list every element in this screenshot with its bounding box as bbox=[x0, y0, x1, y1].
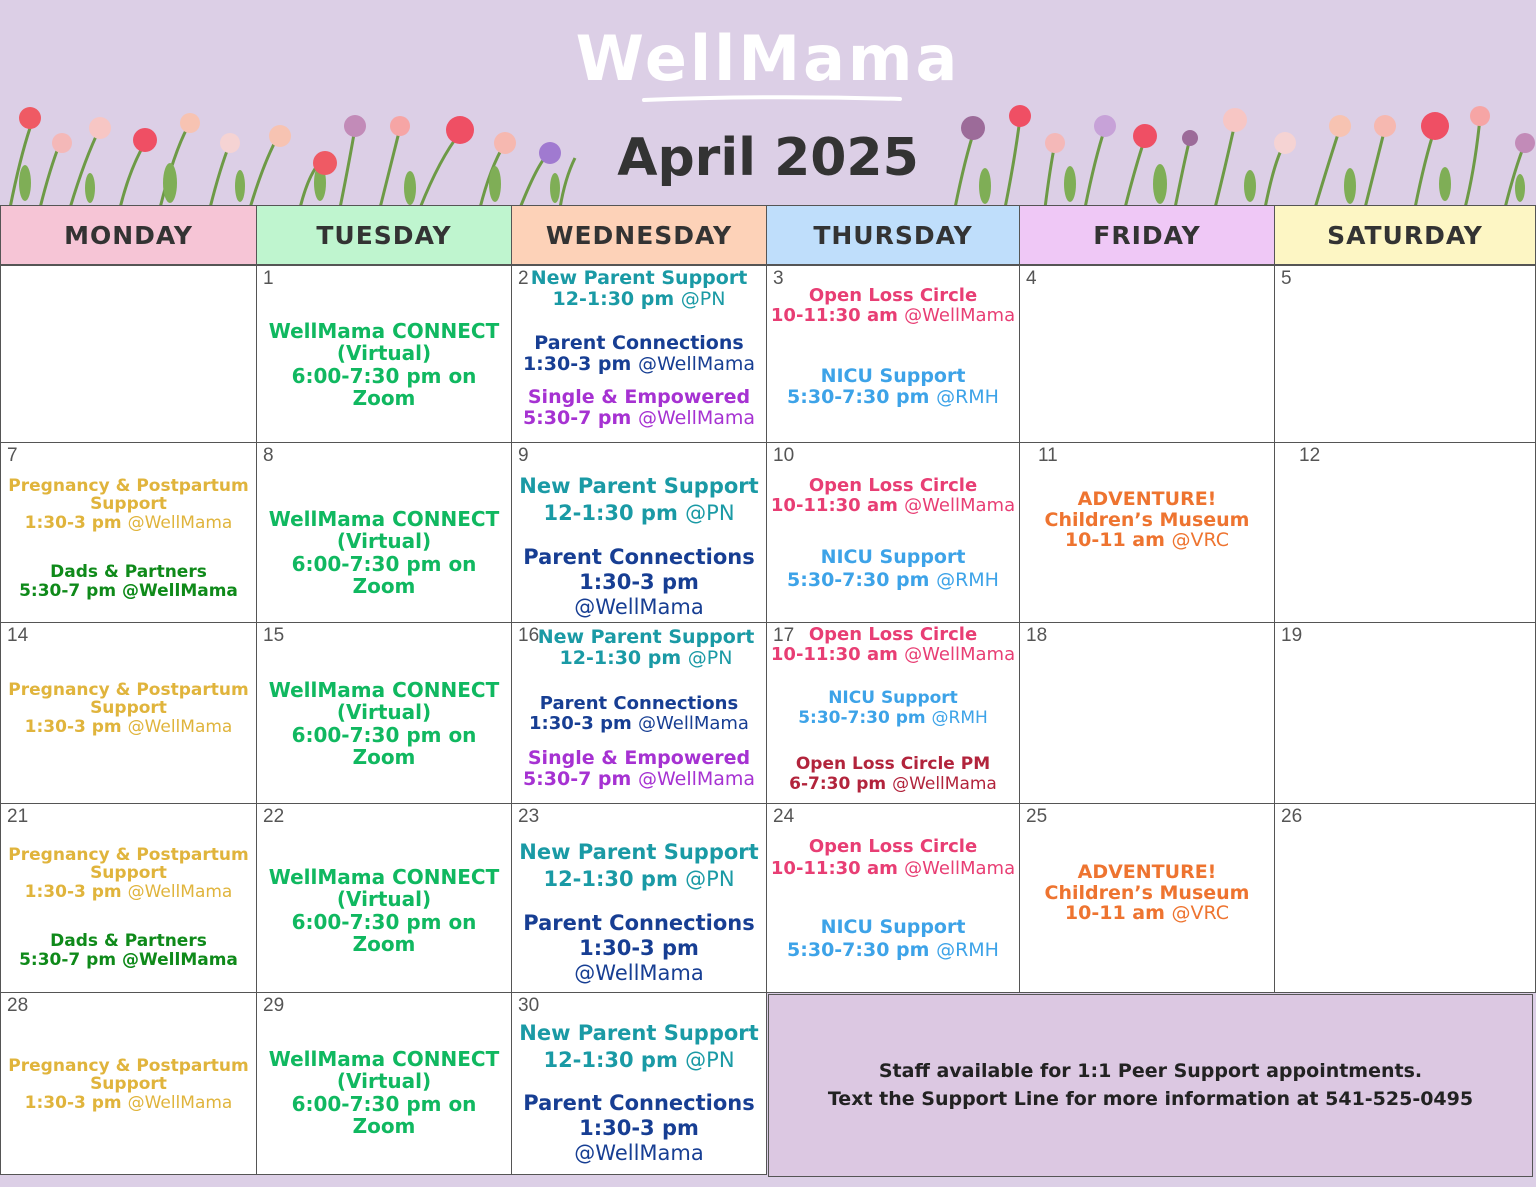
day-cell-21[interactable] bbox=[0, 803, 257, 993]
event-new-parent-support[interactable]: New Parent Support 12-1:30 pm @PN bbox=[530, 267, 748, 311]
day-number: 11 bbox=[1038, 445, 1058, 466]
day-cell-26[interactable] bbox=[1274, 803, 1536, 993]
brand-underline bbox=[640, 94, 904, 104]
day-number: 9 bbox=[518, 445, 529, 466]
day-number: 8 bbox=[263, 445, 274, 466]
event-parent-connections[interactable]: Parent Connections 1:30-3 pm @WellMama bbox=[523, 1091, 755, 1165]
event-dads-partners[interactable]: Dads & Partners 5:30-7 pm @WellMama bbox=[19, 931, 238, 971]
header-tuesday: TUESDAY bbox=[256, 205, 512, 265]
event-wellmama-connect[interactable]: WellMama CONNECT (Virtual) 6:00-7:30 pm on Zoom bbox=[268, 678, 500, 770]
day-cell-29[interactable] bbox=[256, 992, 512, 1175]
day-number: 15 bbox=[263, 625, 285, 646]
day-number: 5 bbox=[1281, 268, 1292, 289]
event-open-loss-circle[interactable]: Open Loss Circle 10-11:30 am @WellMama bbox=[770, 836, 1016, 879]
day-cell-16[interactable] bbox=[511, 622, 767, 804]
header-thursday: THURSDAY bbox=[766, 205, 1020, 265]
day-cell-11[interactable] bbox=[1019, 442, 1275, 623]
event-nicu-support[interactable]: NICU Support 5:30-7:30 pm @RMH bbox=[787, 546, 999, 591]
event-pregnancy-postpartum[interactable]: Pregnancy & Postpartum Support 1:30-3 pm @WellMama bbox=[8, 845, 249, 902]
day-number: 21 bbox=[7, 806, 29, 827]
event-new-parent-support[interactable]: New Parent Support 12-1:30 pm @PN bbox=[519, 840, 759, 891]
day-number: 1 bbox=[263, 268, 274, 289]
day-cell-30[interactable] bbox=[511, 992, 767, 1175]
day-cell-22[interactable] bbox=[256, 803, 512, 993]
day-cell-10[interactable] bbox=[766, 442, 1020, 623]
day-number: 22 bbox=[263, 806, 285, 827]
event-nicu-support[interactable]: NICU Support 5:30-7:30 pm @RMH bbox=[798, 688, 988, 728]
day-cell-7[interactable] bbox=[0, 442, 257, 623]
event-new-parent-support[interactable]: New Parent Support 12-1:30 pm @PN bbox=[519, 474, 759, 525]
day-cell-28[interactable] bbox=[0, 992, 257, 1175]
event-nicu-support[interactable]: NICU Support 5:30-7:30 pm @RMH bbox=[787, 365, 999, 409]
event-pregnancy-postpartum[interactable]: Pregnancy & Postpartum Support 1:30-3 pm @WellMama bbox=[8, 680, 249, 737]
event-nicu-support[interactable]: NICU Support 5:30-7:30 pm @RMH bbox=[787, 916, 999, 961]
day-number: 7 bbox=[7, 445, 18, 466]
event-adventure-childrens-museum[interactable]: ADVENTURE! Children’s Museum 10-11 am @VRC bbox=[1044, 861, 1250, 925]
event-wellmama-connect[interactable]: WellMama CONNECT (Virtual) 6:00-7:30 pm on Zoom bbox=[268, 319, 500, 411]
event-single-empowered[interactable]: Single & Empowered 5:30-7 pm @WellMama bbox=[522, 747, 756, 791]
event-wellmama-connect[interactable]: WellMama CONNECT (Virtual) 6:00-7:30 pm on Zoom bbox=[268, 507, 500, 599]
day-number: 10 bbox=[773, 445, 795, 466]
event-open-loss-circle[interactable]: Open Loss Circle 10-11:30 am @WellMama bbox=[770, 624, 1016, 666]
event-adventure-childrens-museum[interactable]: ADVENTURE! Children’s Museum 10-11 am @VRC bbox=[1044, 488, 1250, 552]
event-open-loss-circle[interactable]: Open Loss Circle 10-11:30 am @WellMama bbox=[770, 285, 1016, 327]
day-number: 29 bbox=[263, 995, 285, 1016]
event-open-loss-circle-pm[interactable]: Open Loss Circle PM 6-7:30 pm @WellMama bbox=[789, 754, 997, 794]
event-parent-connections[interactable]: Parent Connections 1:30-3 pm @WellMama bbox=[529, 693, 749, 735]
month-title: April 2025 bbox=[617, 128, 919, 188]
day-number: 24 bbox=[773, 806, 795, 827]
flower-border-left bbox=[0, 98, 580, 208]
day-cell-15[interactable] bbox=[256, 622, 512, 804]
day-cell-8[interactable] bbox=[256, 442, 512, 623]
day-cell-17[interactable] bbox=[766, 622, 1020, 804]
brand-logo: WellMama bbox=[575, 22, 961, 95]
day-cell-5[interactable] bbox=[1274, 265, 1536, 443]
day-number: 23 bbox=[518, 806, 540, 827]
day-number: 26 bbox=[1281, 806, 1303, 827]
header-friday: FRIDAY bbox=[1019, 205, 1275, 265]
event-parent-connections[interactable]: Parent Connections 1:30-3 pm @WellMama bbox=[523, 545, 755, 619]
day-cell-9[interactable] bbox=[511, 442, 767, 623]
day-number: 12 bbox=[1299, 445, 1321, 466]
day-number: 3 bbox=[773, 268, 784, 289]
day-cell-19[interactable] bbox=[1274, 622, 1536, 804]
day-number: 16 bbox=[518, 625, 540, 646]
day-number: 18 bbox=[1026, 625, 1048, 646]
peer-support-note bbox=[768, 994, 1533, 1177]
event-parent-connections[interactable]: Parent Connections 1:30-3 pm @WellMama bbox=[523, 911, 755, 985]
event-new-parent-support[interactable]: New Parent Support 12-1:30 pm @PN bbox=[537, 626, 755, 670]
event-dads-partners[interactable]: Dads & Partners 5:30-7 pm @WellMama bbox=[19, 562, 238, 602]
day-number: 2 bbox=[518, 268, 529, 289]
day-number: 17 bbox=[773, 625, 795, 646]
event-parent-connections[interactable]: Parent Connections 1:30-3 pm @WellMama bbox=[522, 332, 756, 376]
day-cell-4[interactable] bbox=[1019, 265, 1275, 443]
day-cell-1[interactable] bbox=[256, 265, 512, 443]
header-monday: MONDAY bbox=[0, 205, 257, 265]
header-saturday: SATURDAY bbox=[1274, 205, 1536, 265]
event-single-empowered[interactable]: Single & Empowered 5:30-7 pm @WellMama bbox=[522, 386, 756, 430]
event-new-parent-support[interactable]: New Parent Support 12-1:30 pm @PN bbox=[519, 1021, 759, 1072]
calendar-grid bbox=[0, 205, 1536, 1180]
day-number: 28 bbox=[7, 995, 29, 1016]
day-number: 19 bbox=[1281, 625, 1303, 646]
day-cell-23[interactable] bbox=[511, 803, 767, 993]
day-cell-14[interactable] bbox=[0, 622, 257, 804]
note-line-2: Text the Support Line for more information at 541-525-0495 bbox=[827, 1087, 1474, 1110]
day-number: 14 bbox=[7, 625, 29, 646]
event-pregnancy-postpartum[interactable]: Pregnancy & Postpartum Support 1:30-3 pm @WellMama bbox=[8, 1056, 249, 1113]
day-cell-3[interactable] bbox=[766, 265, 1020, 443]
day-number: 30 bbox=[518, 995, 540, 1016]
day-cell-24[interactable] bbox=[766, 803, 1020, 993]
day-cell-25[interactable] bbox=[1019, 803, 1275, 993]
day-cell-12[interactable] bbox=[1274, 442, 1536, 623]
event-wellmama-connect[interactable]: WellMama CONNECT (Virtual) 6:00-7:30 pm on Zoom bbox=[268, 865, 500, 957]
day-number: 4 bbox=[1026, 268, 1037, 289]
day-cell-empty bbox=[0, 265, 257, 443]
day-number: 25 bbox=[1026, 806, 1048, 827]
event-pregnancy-postpartum[interactable]: Pregnancy & Postpartum Support 1:30-3 pm @WellMama bbox=[8, 476, 249, 533]
header-wednesday: WEDNESDAY bbox=[511, 205, 767, 265]
event-wellmama-connect[interactable]: WellMama CONNECT (Virtual) 6:00-7:30 pm on Zoom bbox=[268, 1047, 500, 1139]
day-cell-2[interactable] bbox=[511, 265, 767, 443]
note-line-1: Staff available for 1:1 Peer Support appointments. bbox=[878, 1059, 1423, 1082]
day-cell-18[interactable] bbox=[1019, 622, 1275, 804]
flower-border-right bbox=[945, 98, 1536, 208]
event-open-loss-circle[interactable]: Open Loss Circle 10-11:30 am @WellMama bbox=[770, 475, 1016, 517]
